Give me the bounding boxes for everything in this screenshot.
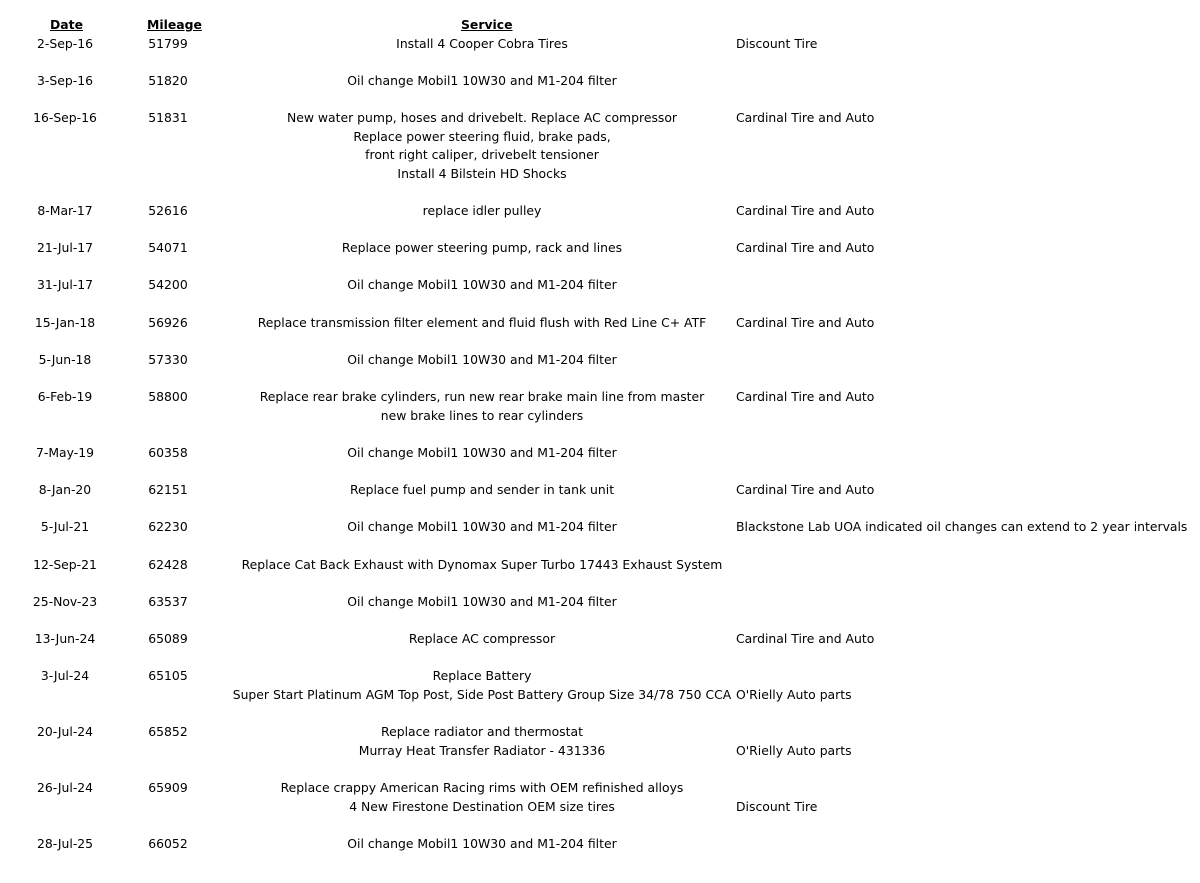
- row-date: 12-Sep-21: [33, 557, 97, 572]
- row-date: 8-Mar-17: [37, 203, 93, 218]
- row-service: [212, 518, 752, 537]
- row-mileage: 52616: [148, 203, 188, 218]
- row-mileage: 63537: [148, 594, 188, 609]
- row-service: [212, 444, 752, 463]
- row-date: 16-Sep-16: [33, 110, 97, 125]
- row-vendor-note: Blackstone Lab UOA indicated oil changes can extend to 2 year intervals: [736, 519, 1188, 534]
- row-vendor-note: Cardinal Tire and Auto: [736, 315, 875, 330]
- row-mileage: 54071: [148, 240, 188, 255]
- service-line: Oil change Mobil1 10W30 and M1-204 filter: [347, 352, 617, 367]
- row-vendor-note: Cardinal Tire and Auto: [736, 482, 875, 497]
- row-date: 3-Sep-16: [37, 73, 93, 88]
- mileage-header: Mileage: [147, 17, 202, 32]
- row-date: 28-Jul-25: [36, 836, 94, 851]
- service-line: Replace rear brake cylinders, run new rear brake main line from master: [259, 389, 705, 404]
- service-line: Oil change Mobil1 10W30 and M1-204 filter: [347, 836, 617, 851]
- row-service: [212, 239, 752, 258]
- row-mileage: 54200: [148, 277, 188, 292]
- service-line: Replace transmission filter element and fluid flush with Red Line C+ ATF: [257, 315, 707, 330]
- row-date: 21-Jul-17: [36, 240, 94, 255]
- row-date: 31-Jul-17: [36, 277, 94, 292]
- service-line: Replace Battery: [432, 668, 532, 683]
- service-line: Install 4 Cooper Cobra Tires: [396, 36, 568, 51]
- row-date: 3-Jul-24: [40, 668, 90, 683]
- row-vendor-note: Cardinal Tire and Auto: [736, 631, 875, 646]
- row-mileage: 65852: [148, 724, 188, 739]
- service-line: Murray Heat Transfer Radiator - 431336: [358, 742, 606, 758]
- row-mileage: 65105: [148, 668, 188, 683]
- service-line: Oil change Mobil1 10W30 and M1-204 filter: [347, 277, 617, 292]
- service-header: Service: [461, 17, 513, 32]
- service-line: 4 New Firestone Destination OEM size tires: [349, 798, 615, 814]
- row-vendor-note: Cardinal Tire and Auto: [736, 110, 875, 125]
- row-service: [212, 276, 752, 295]
- service-line: Replace power steering pump, rack and lines: [341, 240, 623, 255]
- date-header: Date: [50, 17, 83, 32]
- row-date: 8-Jan-20: [38, 482, 92, 497]
- row-service: [212, 314, 752, 333]
- row-vendor-note: Discount Tire: [736, 798, 818, 814]
- row-mileage: 62230: [148, 519, 188, 534]
- row-date: 7-May-19: [36, 445, 94, 460]
- service-line: Replace power steering fluid, brake pads,: [353, 128, 611, 144]
- row-mileage: 58800: [148, 389, 188, 404]
- row-vendor-note: Cardinal Tire and Auto: [736, 203, 875, 218]
- row-mileage: 62428: [148, 557, 188, 572]
- service-line: Replace radiator and thermostat: [381, 724, 583, 739]
- row-mileage: 62151: [148, 482, 188, 497]
- service-line: Super Start Platinum AGM Top Post, Side Post Battery Group Size 34/78 750 CCA: [232, 686, 732, 702]
- row-mileage: 66052: [148, 836, 188, 851]
- service-line: Install 4 Bilstein HD Shocks: [397, 165, 567, 181]
- row-mileage: 57330: [148, 352, 188, 367]
- row-date: 25-Nov-23: [32, 594, 98, 609]
- row-vendor-note: Cardinal Tire and Auto: [736, 240, 875, 255]
- service-line: Oil change Mobil1 10W30 and M1-204 filter: [347, 445, 617, 460]
- row-vendor-note: O'Rielly Auto parts: [736, 686, 852, 702]
- row-vendor-note: Cardinal Tire and Auto: [736, 389, 875, 404]
- row-service: [212, 351, 752, 370]
- row-mileage: 51831: [148, 110, 188, 125]
- row-date: 5-Jun-18: [38, 352, 92, 367]
- row-mileage: 65089: [148, 631, 188, 646]
- row-service: [212, 593, 752, 612]
- service-line: Oil change Mobil1 10W30 and M1-204 filter: [347, 73, 617, 88]
- row-mileage: 56926: [148, 315, 188, 330]
- row-service: [212, 481, 752, 500]
- service-line: front right caliper, drivebelt tensioner: [365, 147, 599, 163]
- row-service: [212, 388, 752, 425]
- service-line: Oil change Mobil1 10W30 and M1-204 filter: [347, 519, 617, 534]
- row-service: [212, 202, 752, 221]
- row-date: 13-Jun-24: [34, 631, 96, 646]
- row-service: [212, 630, 752, 649]
- row-service: [212, 72, 752, 91]
- service-line: new brake lines to rear cylinders: [380, 407, 584, 423]
- row-mileage: 65909: [148, 780, 188, 795]
- row-mileage: 51820: [148, 73, 188, 88]
- row-date: 15-Jan-18: [34, 315, 96, 330]
- service-line: replace idler pulley: [422, 203, 542, 218]
- row-date: 6-Feb-19: [37, 389, 93, 404]
- row-date: 5-Jul-21: [40, 519, 90, 534]
- service-line: New water pump, hoses and drivebelt. Replace AC compressor: [286, 110, 678, 125]
- row-service: [212, 667, 752, 704]
- service-line: Replace AC compressor: [408, 631, 556, 646]
- service-line: Replace fuel pump and sender in tank unit: [349, 482, 615, 497]
- row-service: [212, 556, 752, 575]
- row-vendor-note: Discount Tire: [736, 36, 818, 51]
- row-service: [212, 779, 752, 816]
- row-vendor-note: O'Rielly Auto parts: [736, 742, 852, 758]
- service-line: Replace crappy American Racing rims with OEM refinished alloys: [280, 780, 684, 795]
- row-date: 26-Jul-24: [36, 780, 94, 795]
- service-line: Replace Cat Back Exhaust with Dynomax Super Turbo 17443 Exhaust System: [241, 557, 723, 572]
- row-date: 20-Jul-24: [36, 724, 94, 739]
- row-service: [212, 109, 752, 183]
- row-service: [212, 835, 752, 854]
- row-service: [212, 723, 752, 760]
- row-mileage: 60358: [148, 445, 188, 460]
- row-service: [212, 35, 752, 54]
- row-date: 2-Sep-16: [37, 36, 93, 51]
- row-mileage: 51799: [148, 36, 188, 51]
- service-line: Oil change Mobil1 10W30 and M1-204 filter: [347, 594, 617, 609]
